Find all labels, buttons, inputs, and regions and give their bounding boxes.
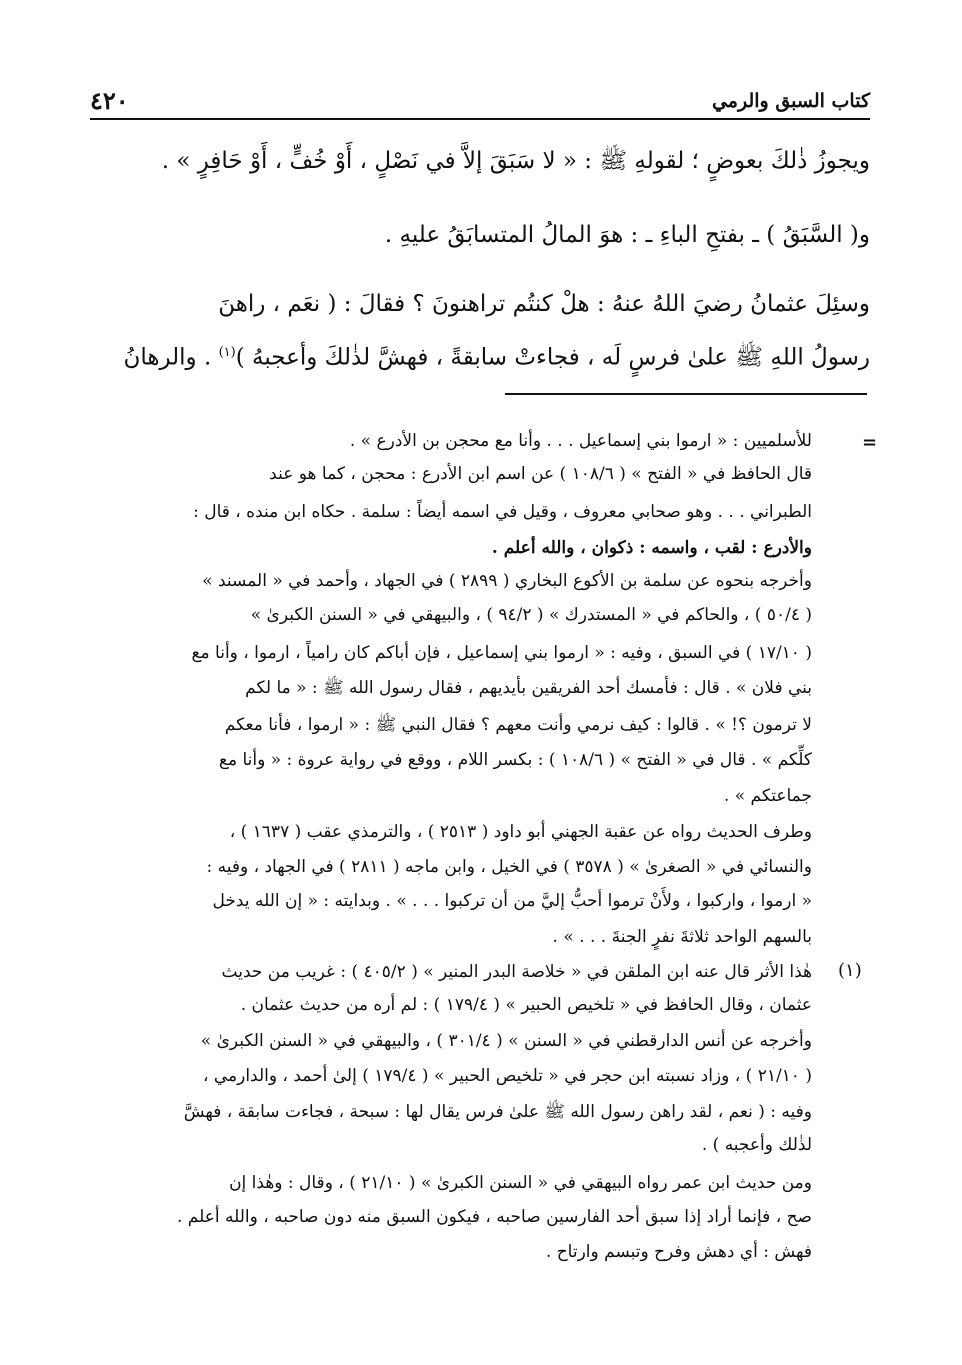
- footnote-number: (١): [838, 960, 862, 981]
- main-text-line-2: و( السَّبَقُ ) ـ بفتحِ الباءِ ـ : هوَ المالُ المتسابَقُ عليهِ .: [384, 222, 870, 248]
- footnote-line: والأدرع : لقب ، واسمه : ذكوان ، والله أعلم .: [491, 538, 812, 558]
- footnote-line: صح ، فإنما أراد إذا سبق أحد الفارسين صاحبه ، فيكون السبق منه دون صاحبه ، والله أعلم .: [176, 1207, 812, 1227]
- footnote-reference: (١): [218, 345, 236, 360]
- main-text-line-1: ويجوزُ ذٰلكَ بعوضٍ ؛ لقولهِ ﷺ : « لا سَبَقَ إلاَّ في نَصْلٍ ، أَوْ خُفٍّ ، أَوْ حَافِرٍ » .: [161, 148, 870, 174]
- footnote-line: ومن حديث ابن عمر رواه البيهقي في « السنن الكبرىٰ » ( ٢١/١٠ ) ، وقال : وهٰذا إن: [229, 1173, 812, 1193]
- footnote-line: الطبراني . . . وهو صحابي معروف ، وقيل في اسمه أيضاً : سلمة . حكاه ابن منده ، قال :: [193, 502, 812, 522]
- footnote-line: فهش : أي دهش وفرح وتبسم وارتاح .: [545, 1242, 812, 1262]
- footnote-line: ( ٢١/١٠ ) ، وزاد نسبته ابن حجر في « تلخيص الحبير » ( ١٧٩/٤ ) إلىٰ أحمد ، والدارمي ،: [202, 1066, 812, 1086]
- footnote-line: بني فلان » . قال : فأمسك أحد الفريقين بأيديهم ، فقال رسول الله ﷺ : « ما لكم: [245, 678, 812, 698]
- page-number: ٤٢٠: [90, 86, 129, 115]
- main-text-line-4: [90, 339, 870, 372]
- footnote-line: وأخرجه بنحوه عن سلمة بن الأكوع البخاري ( ٢٨٩٩ ) في الجهاد ، وأحمد في « المسند »: [202, 571, 812, 591]
- footnote-line: للأسلميين : « ارموا بني إسماعيل . . . وأنا مع محجن بن الأدرع » .: [349, 431, 812, 451]
- footnote-line: جماعتكم » .: [723, 786, 812, 806]
- footnote-line: كلِّكم » . قال في « الفتح » ( ١٠٨/٦ ) : بكسر اللام ، ووقع في رواية عروة : « وأنا مع: [218, 750, 812, 770]
- footnote-line: بالسهم الواحد ثلاثةَ نفرٍ الجنةَ . . . » .: [552, 927, 812, 947]
- footnote-line: ( ١٧/١٠ ) في السبق ، وفيه : « ارموا بني إسماعيل ، فإن أباكم كان رامياً ، ارموا ، وأنا مع: [191, 643, 812, 663]
- main-text-line-4-start: رسولُ اللهِ ﷺ علىٰ فرسٍ لَه ، فجاءتْ سابقةً ، فهشَّ لذٰلكَ وأعجبهُ ): [235, 344, 870, 371]
- footnote-continuation-marker: =: [862, 432, 878, 453]
- footnote-line: هٰذا الأثر قال عنه ابن الملقن في « خلاصة البدر المنير » ( ٤٠٥/٢ ) : غريب من حديث: [221, 962, 812, 982]
- page-header: [90, 84, 870, 120]
- footnote-line: لا ترمون ؟! » . قالوا : كيف نرمي وأنت معهم ؟ فقال النبي ﷺ : « ارموا ، فأنا معكم: [224, 715, 812, 735]
- running-title: كتاب السبق والرمي: [711, 90, 870, 112]
- footnote-line: وأخرجه عن أنس الدارقطني في « السنن » ( ٣٠١/٤ ) ، والبيهقي في « السنن الكبرىٰ »: [200, 1031, 812, 1051]
- main-text-line-3: وسئِلَ عثمانُ رضيَ اللهُ عنهُ : هلْ كنتُم تراهنونَ ؟ فقالَ : ( نعَم ، راهنَ: [218, 291, 870, 317]
- footnote-line: وطرف الحديث رواه عن عقبة الجهني أبو داود ( ٢٥١٣ ) ، والترمذي عقب ( ١٦٣٧ ) ،: [229, 822, 812, 842]
- footnote-line: والنسائي في « الصغرىٰ » ( ٣٥٧٨ ) في الخيل ، وابن ماجه ( ٢٨١١ ) في الجهاد ، وفيه :: [206, 857, 812, 877]
- footnote-line: « ارموا ، واركبوا ، ولأَنْ ترموا أحبُّ إليَّ من أن تركبوا . . . » . وبدايته : « إن الله يدخل: [212, 891, 812, 911]
- footnote-line: وفيه : ( نعم ، لقد راهن رسول الله ﷺ علىٰ فرس يقال لها : سبحة ، فجاءت سابقة ، فهشَّ: [183, 1102, 812, 1122]
- footnote-line: قال الحافظ في « الفتح » ( ١٠٨/٦ ) عن اسم ابن الأدرع : محجن ، كما هو عند: [269, 464, 812, 484]
- footnote-separator: [505, 393, 867, 395]
- main-text-line-4-end: . والرهانُ: [123, 344, 219, 371]
- footnote-line: ( ٥٠/٤ ) ، والحاكم في « المستدرك » ( ٩٤/٢ ) ، والبيهقي في « السنن الكبرىٰ »: [250, 605, 812, 625]
- footnote-line: عثمان ، وقال الحافظ في « تلخيص الحبير » ( ١٧٩/٤ ) : لم أره من حديث عثمان .: [240, 995, 812, 1015]
- footnote-line: لذٰلك وأعجبه ) .: [701, 1135, 812, 1155]
